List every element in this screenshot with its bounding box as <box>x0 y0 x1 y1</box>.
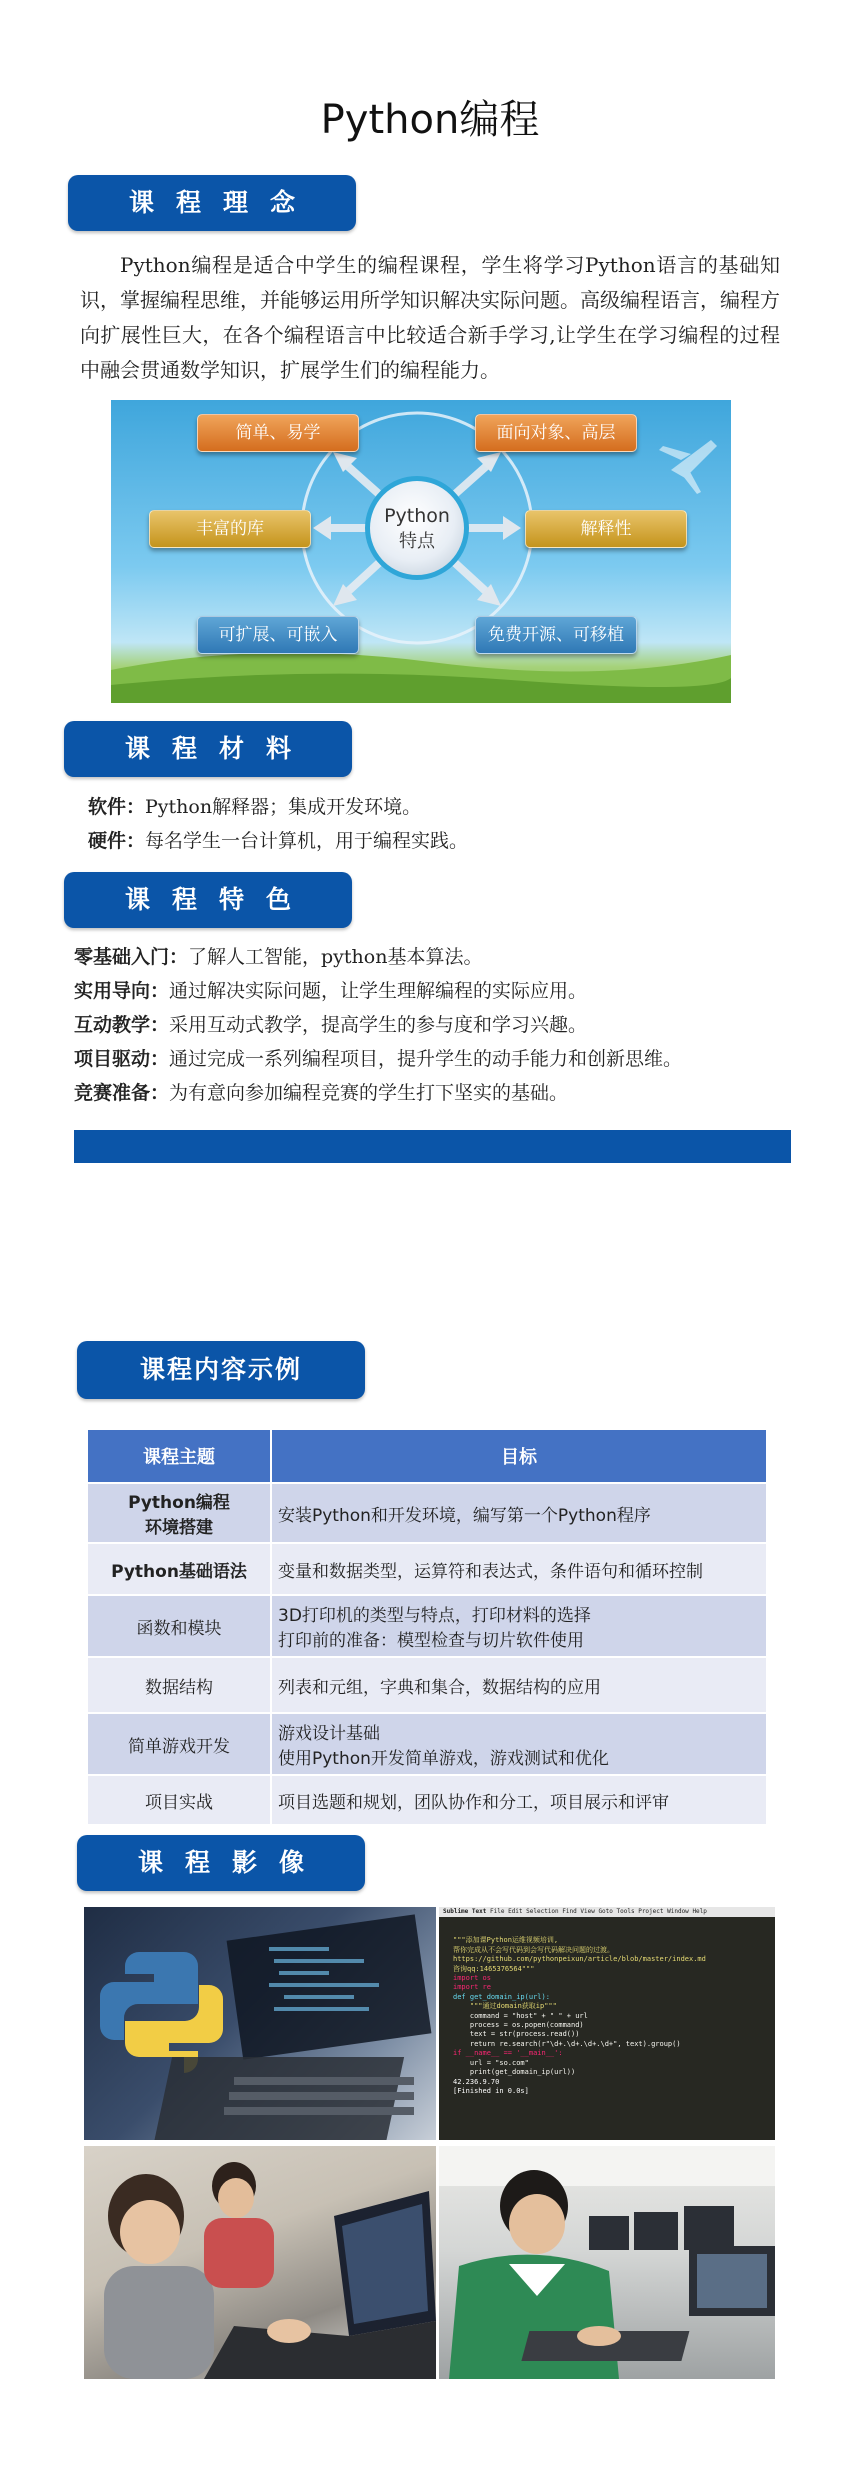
table-row <box>87 1543 767 1595</box>
section-heading-concept: 课程理念 <box>68 175 356 231</box>
table-cell-goal: 变量和数据类型，运算符和表达式，条件语句和循环控制 <box>271 1543 767 1595</box>
table-cell-topic: Python编程 环境搭建 <box>87 1483 271 1543</box>
table-row <box>87 1595 767 1657</box>
code-line: text = str(process.read()) <box>453 2030 580 2039</box>
course-content-table <box>86 1428 768 1826</box>
code-line: """添加课Python运维视频培训, <box>453 1936 559 1945</box>
table-cell-goal: 安装Python和开发环境，编写第一个Python程序 <box>271 1483 767 1543</box>
code-line: 咨询qq:1465376564""" <box>453 1964 535 1973</box>
photo-students-laptop <box>84 2146 436 2379</box>
table-row <box>87 1483 767 1543</box>
editor-code <box>439 1917 775 2115</box>
table-cell-goal: 游戏设计基础 使用Python开发简单游戏，游戏测试和优化 <box>271 1713 767 1775</box>
editor-menu-item: Tools <box>616 1908 635 1915</box>
editor-menu-item: Project <box>638 1908 664 1915</box>
code-line: [Finished in 0.0s] <box>453 2086 529 2095</box>
page-title: Python编程 <box>320 97 540 143</box>
table-row <box>87 1775 767 1825</box>
diagram-center-subtitle: 特点 <box>399 531 435 552</box>
table-cell-topic: 数据结构 <box>87 1657 271 1713</box>
materials-item-text: 每名学生一台计算机，用于编程实践。 <box>145 830 469 852</box>
python-logo-icon <box>84 1907 436 2140</box>
features-item-label: 零基础入门： <box>74 946 189 968</box>
editor-menubar <box>439 1907 775 1917</box>
feature-box-bottom-right: 免费开源、可移植 <box>475 616 637 654</box>
editor-menu-item: File <box>489 1908 505 1915</box>
table-cell-topic: 项目实战 <box>87 1775 271 1825</box>
code-line: import os <box>453 1974 491 1983</box>
feature-box-mid-right: 解释性 <box>525 510 687 548</box>
section-heading-content: 课程内容示例 <box>77 1341 365 1399</box>
editor-menu-item: Window <box>667 1908 689 1915</box>
editor-menu-item: Find <box>562 1908 577 1915</box>
editor-app-name: Sublime Text <box>443 1908 487 1915</box>
editor-menu-item: Help <box>692 1908 707 1915</box>
features-item-text: 了解人工智能，python基本算法。 <box>188 946 483 968</box>
section-heading-features: 课程特色 <box>64 872 352 928</box>
photo-laptop-python <box>84 1907 436 2140</box>
students-illustration <box>84 2146 436 2379</box>
photo-code-editor <box>439 1907 775 2140</box>
python-features-diagram <box>111 400 731 703</box>
code-line: url = "so.com" <box>453 2058 529 2067</box>
feature-box-bottom-left: 可扩展、可嵌入 <box>197 616 359 654</box>
section-heading-materials: 课程材料 <box>64 721 352 777</box>
table-row <box>87 1657 767 1713</box>
code-line: def get_domain_ip(url): <box>453 1992 550 2001</box>
table-cell-topic: 简单游戏开发 <box>87 1713 271 1775</box>
features-item-text: 通过解决实际问题，让学生理解编程的实际应用。 <box>169 980 588 1002</box>
code-line: print(get_domain_ip(url)) <box>453 2068 576 2077</box>
features-list <box>74 940 682 1110</box>
editor-menu-item: Selection <box>526 1908 559 1915</box>
code-line: if __name__ == '__main__': <box>453 2049 563 2058</box>
code-line: import re <box>453 1983 491 1992</box>
features-item-label: 实用导向： <box>74 980 170 1002</box>
materials-item-text: Python解释器；集成开发环境。 <box>145 796 422 818</box>
photo-computer-lab <box>439 2146 775 2379</box>
code-line: command = "host" + " " + url <box>453 2011 588 2020</box>
code-line: https://github.com/pythonpeixun/article/blob/master/index.md <box>453 1955 706 1964</box>
editor-menu-item: View <box>580 1908 595 1915</box>
diagram-center-title: Python <box>384 505 450 527</box>
features-item-label: 竞赛准备： <box>74 1082 170 1104</box>
materials-item-label: 软件： <box>88 796 146 818</box>
airplane-icon <box>659 440 717 494</box>
feature-box-top-left: 简单、易学 <box>197 414 359 452</box>
feature-box-top-right: 面向对象、高层 <box>475 414 637 452</box>
features-item <box>74 974 682 1008</box>
features-item <box>74 940 682 974</box>
table-cell-goal: 3D打印机的类型与特点，打印材料的选择 打印前的准备：模型检查与切片软件使用 <box>271 1595 767 1657</box>
table-cell-goal: 项目选题和规划，团队协作和分工，项目展示和评审 <box>271 1775 767 1825</box>
features-item-label: 互动教学： <box>74 1014 170 1036</box>
editor-menu-item: Edit <box>508 1908 523 1915</box>
features-item-text: 通过完成一系列编程项目，提升学生的动手能力和创新思维。 <box>169 1048 683 1070</box>
code-line: return re.search(r"\d+.\d+.\d+.\d+", text).group() <box>453 2039 681 2048</box>
column-header-goal: 目标 <box>271 1429 767 1483</box>
table-cell-goal: 列表和元组，字典和集合，数据结构的应用 <box>271 1657 767 1713</box>
diagram-center <box>365 476 469 580</box>
features-item <box>74 1042 682 1076</box>
materials-item <box>88 790 468 824</box>
code-line: 42.236.9.70 <box>453 2077 500 2086</box>
features-item-text: 采用互动式教学，提高学生的参与度和学习兴趣。 <box>169 1014 588 1036</box>
concept-paragraph: Python编程是适合中学生的编程课程，学生将学习Python语言的基础知识，掌握编程思维，并能够运用所学知识解决实际问题。高级编程语言，编程方向扩展性巨大，在各个编程语言中比较适合新手学习,让学生在学习编程的过程中融会贯通数学知识，扩展学生们的编程能力。 <box>80 253 780 382</box>
editor-menu-item: Goto <box>598 1908 613 1915</box>
column-header-topic: 课程主题 <box>87 1429 271 1483</box>
code-line: process = os.popen(command) <box>453 2021 584 2030</box>
materials-item-label: 硬件： <box>88 830 146 852</box>
code-line: """通过domain获取ip""" <box>453 2002 557 2011</box>
features-item-label: 项目驱动： <box>74 1048 170 1070</box>
code-line: 帮你完成从不会写代码到会写代码解决问题的过渡。 <box>453 1945 614 1954</box>
computer-lab-illustration <box>439 2146 775 2379</box>
table-row <box>87 1713 767 1775</box>
materials-item <box>88 824 468 858</box>
materials-list <box>88 790 468 858</box>
features-item <box>74 1008 682 1042</box>
features-item-text: 为有意向参加编程竞赛的学生打下坚实的基础。 <box>169 1082 569 1104</box>
section-divider <box>74 1130 791 1163</box>
table-cell-topic: 函数和模块 <box>87 1595 271 1657</box>
feature-box-mid-left: 丰富的库 <box>149 510 311 548</box>
section-heading-images: 课程影像 <box>77 1835 365 1891</box>
table-header-row <box>87 1429 767 1483</box>
features-item <box>74 1076 682 1110</box>
table-cell-topic: Python基础语法 <box>87 1543 271 1595</box>
